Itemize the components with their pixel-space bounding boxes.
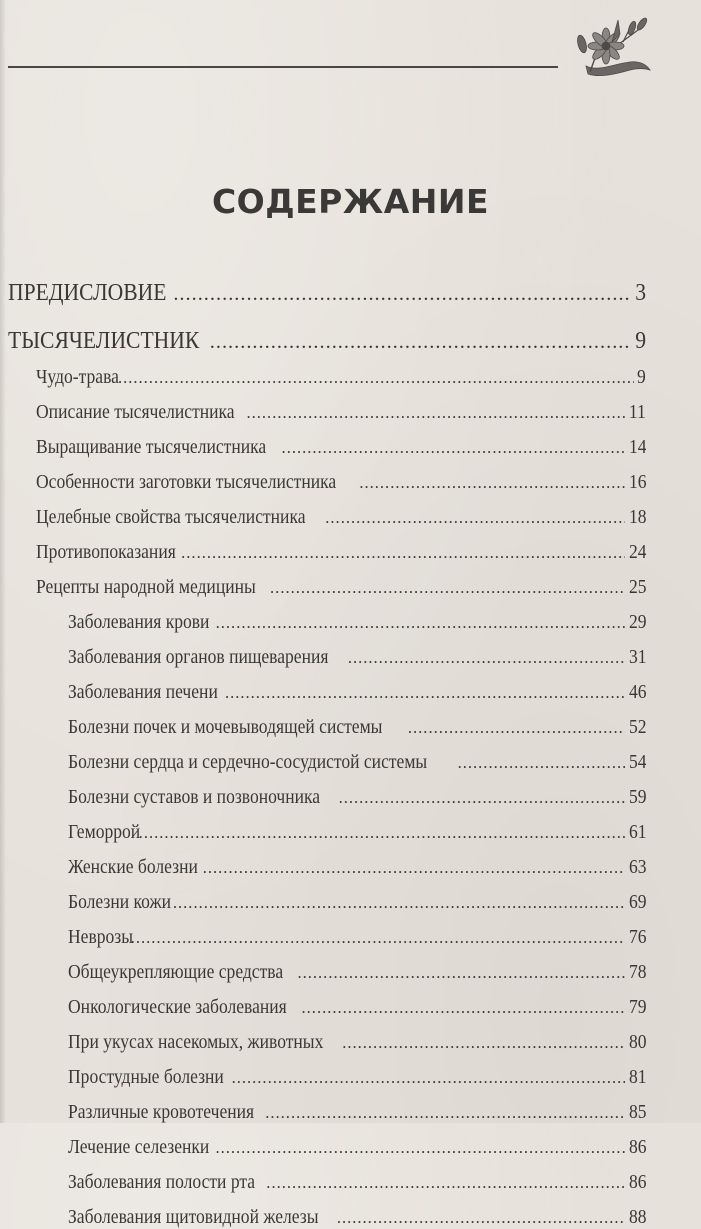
dot-leader [270, 578, 624, 598]
dot-leader [225, 683, 625, 703]
dot-leader [131, 928, 625, 948]
dot-leader [173, 893, 625, 913]
toc-entry-label: Выращивание тысячелистника [36, 437, 267, 458]
toc-entry-page-number: 14 [628, 437, 646, 458]
toc-entry[interactable] [36, 437, 646, 459]
toc-entry-page-number: 9 [635, 328, 646, 354]
toc-entry[interactable] [36, 367, 646, 389]
toc-entry[interactable] [36, 507, 646, 529]
toc-entry-label: Болезни суставов и позвоночника [68, 787, 321, 808]
toc-entry-page-number: 61 [628, 822, 646, 843]
toc-entry-page-number: 79 [628, 997, 646, 1018]
dot-leader [118, 368, 634, 388]
toc-entry[interactable] [68, 787, 646, 809]
toc-entry-page-number: 69 [628, 892, 646, 913]
dot-leader [246, 403, 625, 423]
toc-entry[interactable] [68, 752, 646, 774]
dot-leader [265, 1103, 624, 1123]
toc-entry-label: ПРЕДИСЛОВИЕ [8, 280, 167, 306]
toc-entry-label: ТЫСЯЧЕЛИСТНИК [8, 328, 200, 354]
dot-leader [359, 473, 624, 493]
dot-leader [181, 543, 624, 563]
toc-entry-label: Чудо-трава [36, 367, 119, 388]
toc-entry-label: Различные кровотечения [68, 1102, 255, 1123]
toc-entry-label: Онкологические заболевания [68, 997, 287, 1018]
dot-leader [337, 1208, 625, 1228]
toc-entry-page-number: 31 [628, 647, 646, 668]
toc-entry[interactable] [68, 612, 646, 634]
dot-leader [348, 648, 625, 668]
toc-entry-label: Болезни сердца и сердечно-сосудистой системы [68, 752, 428, 773]
toc-entry-label: Заболевания крови [68, 612, 210, 633]
header-rule [8, 66, 558, 68]
toc-entry-page-number: 16 [628, 472, 646, 493]
toc-entry[interactable] [68, 927, 646, 949]
toc-entry[interactable] [68, 1172, 646, 1194]
toc-entry-page-number: 63 [628, 857, 646, 878]
toc-entry-label: Противопоказания [36, 542, 176, 563]
toc-entry-page-number: 88 [628, 1207, 646, 1228]
toc-entry[interactable] [68, 717, 646, 739]
toc-entry[interactable] [68, 857, 646, 879]
toc-entry[interactable] [68, 1137, 646, 1159]
toc-entry-label: Заболевания полости рта [68, 1172, 256, 1193]
toc-entry-page-number: 11 [629, 402, 646, 423]
toc-entry-page-number: 3 [635, 280, 646, 306]
toc-entry-page-number: 85 [628, 1102, 646, 1123]
toc-entry[interactable] [68, 1102, 646, 1124]
toc-entry-page-number: 54 [628, 752, 646, 773]
toc-entry-page-number: 52 [628, 717, 646, 738]
dot-leader [216, 613, 625, 633]
toc-entry-label: Рецепты народной медицины [36, 577, 256, 598]
toc-entry-page-number: 81 [628, 1067, 646, 1088]
toc-entry-page-number: 86 [628, 1172, 646, 1193]
dot-leader [210, 331, 632, 354]
toc-entry[interactable] [36, 577, 646, 599]
toc-entry-label: Целебные свойства тысячелистника [36, 507, 306, 528]
toc-entry-label: Болезни почек и мочевыводящей системы [68, 717, 383, 738]
toc-entry-page-number: 78 [628, 962, 646, 983]
toc-entry[interactable] [8, 328, 646, 355]
toc-entry[interactable] [68, 1207, 646, 1229]
toc-entry[interactable] [68, 647, 646, 669]
toc-entry[interactable] [68, 962, 646, 984]
toc-entry-label: При укусах насекомых, животных [68, 1032, 324, 1053]
toc-entry[interactable] [68, 822, 646, 844]
toc-entry-page-number: 76 [628, 927, 646, 948]
toc-entry-label: Болезни кожи [68, 892, 171, 913]
flower-ornament-icon [568, 14, 668, 78]
toc-entry-page-number: 25 [628, 577, 646, 598]
toc-entry[interactable] [68, 1067, 646, 1089]
toc-entry-page-number: 24 [628, 542, 646, 563]
toc-entry-page-number: 18 [628, 507, 646, 528]
toc-entry-page-number: 59 [628, 787, 646, 808]
toc-entry-label: Общеукрепляющие средства [68, 962, 284, 983]
page-title: СОДЕРЖАНИЕ [211, 182, 490, 221]
dot-leader [215, 1138, 624, 1158]
toc-entry-label: Неврозы [68, 927, 134, 948]
toc-entry[interactable] [36, 472, 646, 494]
dot-leader [203, 858, 625, 878]
toc-entry[interactable] [68, 997, 646, 1019]
toc-entry[interactable] [8, 280, 646, 307]
dot-leader [408, 718, 625, 738]
toc-entry-label: Заболевания печени [68, 682, 218, 703]
toc-entry-page-number: 86 [628, 1137, 646, 1158]
dot-leader [173, 283, 632, 306]
toc-entry[interactable] [68, 1032, 646, 1054]
dot-leader [339, 788, 625, 808]
dot-leader [302, 998, 625, 1018]
toc-entry-page-number: 9 [637, 367, 646, 388]
dot-leader [232, 1068, 625, 1088]
toc-entry-label: Женские болезни [68, 857, 198, 878]
toc-entry-label: Особенности заготовки тысячелистника [36, 472, 337, 493]
page-edge-shadow [0, 0, 6, 1123]
toc-entry[interactable] [36, 542, 646, 564]
toc-entry-page-number: 80 [628, 1032, 646, 1053]
dot-leader [266, 1173, 624, 1193]
dot-leader [458, 753, 625, 773]
toc-entry-label: Заболевания щитовидной железы [68, 1207, 319, 1228]
toc-entry[interactable] [68, 892, 646, 914]
dot-leader [282, 438, 625, 458]
toc-entry-page-number: 29 [628, 612, 646, 633]
dot-leader [297, 963, 624, 983]
toc-entry-label: Геморрой [68, 822, 141, 843]
toc-entry-label: Описание тысячелистника [36, 402, 235, 423]
toc-entry-label: Заболевания органов пищеварения [68, 647, 329, 668]
toc-entry-page-number: 46 [628, 682, 646, 703]
dot-leader [325, 508, 624, 528]
dot-leader [342, 1033, 624, 1053]
toc-entry[interactable] [68, 682, 646, 704]
toc-entry-label: Лечение селезенки [68, 1137, 210, 1158]
toc-entry[interactable] [36, 402, 646, 424]
dot-leader [139, 823, 625, 843]
toc-entry-label: Простудные болезни [68, 1067, 224, 1088]
